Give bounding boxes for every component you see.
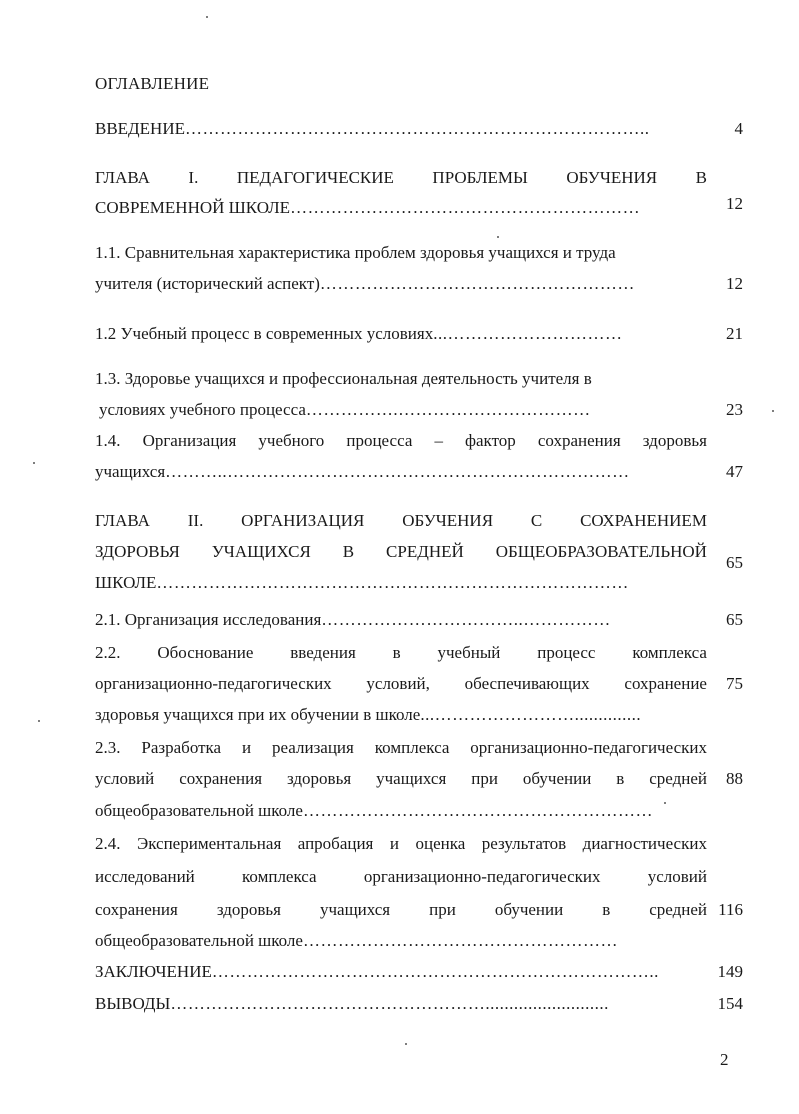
leader-dots: ...…………………….............. — [420, 705, 642, 724]
entry-page-number: 12 — [726, 194, 743, 213]
scan-speck — [206, 16, 208, 18]
leader-dots: ………..…………………………………………………………… — [165, 462, 630, 481]
leader-dots: ……………………………………………….......................... — [170, 994, 609, 1013]
scan-speck — [405, 1043, 407, 1045]
leader-dots: …………………………………………………… — [302, 801, 653, 820]
entry-title: ЗАКЛЮЧЕНИЕ — [95, 962, 212, 981]
entry-title-line-2: исследований комплекса организационно-педагогических условий — [95, 867, 707, 886]
entry-page-number: 65 — [726, 553, 743, 572]
entry-page-number: 75 — [726, 674, 743, 693]
entry-title-line-2: условий сохранения здоровья учащихся при обучении в средней — [95, 769, 707, 788]
entry-title-line-1: ГЛАВА II. ОРГАНИЗАЦИЯ ОБУЧЕНИЯ С СОХРАНЕНИЕМ — [95, 511, 707, 530]
leader-dots: …………………………………………………… — [290, 198, 641, 217]
entry-page-number: 154 — [717, 994, 743, 1013]
leader-dots: ……………………………………………………………………… — [156, 573, 629, 592]
entry-title-line-2: СОВРЕМЕННОЙ ШКОЛЕ — [95, 198, 291, 217]
entry-title-line-1: 2.4. Экспериментальная апробация и оценка результатов диагностических — [95, 834, 707, 853]
entry-page-number: 47 — [726, 462, 743, 481]
entry-title-line-1: 2.2. Обоснование введения в учебный процесс комплекса — [95, 643, 707, 662]
entry-title-line-1: ГЛАВА I. ПЕДАГОГИЧЕСКИЕ ПРОБЛЕМЫ ОБУЧЕНИЯ В — [95, 168, 707, 187]
entry-title: ВЫВОДЫ — [95, 994, 171, 1013]
leader-dots: ………………………………………………………………….. — [211, 962, 659, 981]
toc-heading: ОГЛАВЛЕНИЕ — [95, 74, 210, 93]
entry-title-line-1: 1.4. Организация учебного процесса – фактор сохранения здоровья — [95, 431, 707, 450]
entry-title: ВВЕДЕНИЕ — [95, 119, 185, 138]
entry-title-line-2: организационно-педагогических условий, обеспечивающих сохранение — [95, 674, 707, 693]
entry-title: 1.2 Учебный процесс в современных условиях — [95, 324, 434, 343]
scan-speck — [38, 720, 40, 722]
entry-title-line-2: учителя (исторический аспект) — [95, 274, 320, 293]
leader-dots: ...………………………… — [433, 324, 623, 343]
entry-title-line-3: сохранения здоровья учащихся при обучении в средней — [95, 900, 707, 919]
scan-speck — [497, 236, 499, 238]
entry-page-number: 149 — [717, 962, 743, 981]
entry-title-line-2: ЗДОРОВЬЯ УЧАЩИХСЯ В СРЕДНЕЙ ОБЩЕОБРАЗОВАТЕЛЬНОЙ — [95, 542, 707, 561]
entry-page-number: 21 — [726, 324, 743, 343]
leader-dots: …………….…………………………… — [305, 400, 591, 419]
entry-title-line-2: условиях учебного процесса — [99, 400, 306, 419]
entry-title: 2.1. Организация исследования — [95, 610, 322, 629]
entry-page-number: 4 — [734, 119, 743, 138]
page-number: 2 — [720, 1050, 729, 1069]
entry-title-line-3: ШКОЛЕ — [95, 573, 157, 592]
leader-dots: …………………………………………………………………….. — [184, 119, 650, 138]
entry-title-line-1: 1.1. Сравнительная характеристика проблем здоровья учащихся и труда — [95, 243, 616, 262]
entry-title-line-2: учащихся — [95, 462, 166, 481]
entry-page-number: 65 — [726, 610, 743, 629]
entry-title-line-3: общеобразовательной школе — [95, 801, 303, 820]
leader-dots: ……………………………………………… — [319, 274, 635, 293]
entry-page-number: 12 — [726, 274, 743, 293]
entry-title-line-3: здоровья учащихся при их обучении в школе — [95, 705, 421, 724]
scan-speck — [33, 462, 35, 464]
entry-page-number: 88 — [726, 769, 743, 788]
entry-title-line-1: 2.3. Разработка и реализация комплекса организационно-педагогических — [95, 738, 707, 757]
entry-title-line-4: общеобразовательной школе — [95, 931, 303, 950]
entry-page-number: 23 — [726, 400, 743, 419]
scan-speck — [772, 410, 774, 412]
leader-dots: ……………………………………………… — [302, 931, 618, 950]
entry-title-line-1: 1.3. Здоровье учащихся и профессиональная деятельность учителя в — [95, 369, 592, 388]
leader-dots: ……………………………..…………… — [321, 610, 611, 629]
entry-page-number: 116 — [718, 900, 743, 919]
